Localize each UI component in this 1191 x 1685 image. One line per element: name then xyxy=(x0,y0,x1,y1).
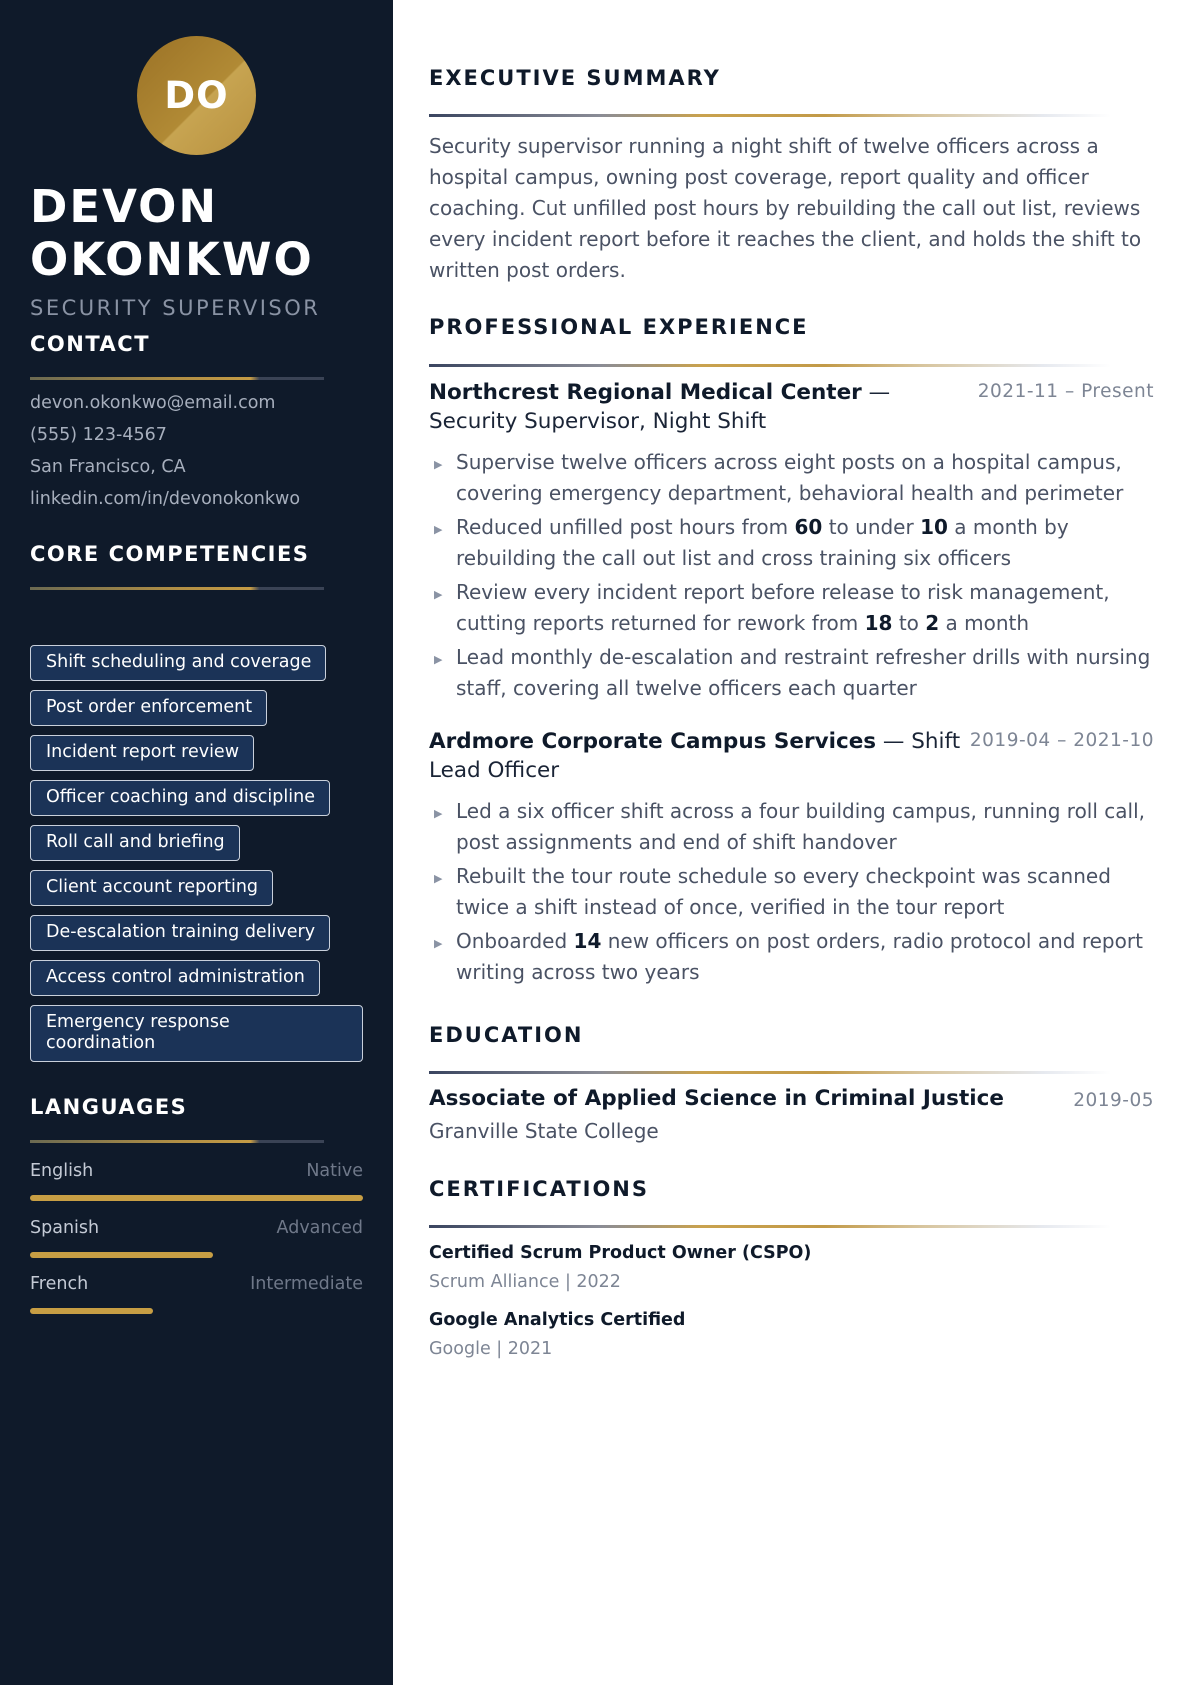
certifications-heading: CERTIFICATIONS xyxy=(429,1177,650,1201)
competency-chip: Post order enforcement xyxy=(30,690,267,726)
job-title: SECURITY SUPERVISOR xyxy=(30,296,321,320)
summary-divider xyxy=(429,114,1111,117)
job-role: Security Supervisor, Night Shift xyxy=(429,409,767,434)
bullet-metric: 60 xyxy=(794,515,823,539)
certification-name: Google Analytics Certified xyxy=(429,1310,686,1330)
education-degree: Associate of Applied Science in Criminal Justice xyxy=(429,1086,1004,1111)
bullet-arrow-icon: ▶ xyxy=(434,653,443,666)
contact-heading: CONTACT xyxy=(30,332,151,356)
bullet-text: a month by rebuilding the call out list and cross training six officers xyxy=(456,515,1069,570)
language-level: Native xyxy=(306,1161,363,1181)
bullet-text: Rebuilt the tour route schedule so every checkpoint was scanned twice a shift instead of once, verified in the tour report xyxy=(456,864,1111,919)
certification-meta: Scrum Alliance | 2022 xyxy=(429,1272,621,1292)
job-dates: 2019-04 – 2021-10 xyxy=(969,730,1154,751)
competency-chip: Access control administration xyxy=(30,960,320,996)
job-bullet xyxy=(429,512,1154,574)
bullet-arrow-icon: ▶ xyxy=(434,807,443,820)
bullet-arrow-icon: ▶ xyxy=(434,937,443,950)
bullet-text: to under xyxy=(822,515,921,539)
contact-linkedin[interactable]: linkedin.com/in/devonokonkwo xyxy=(30,489,301,509)
job-bullets xyxy=(429,447,1154,707)
competency-chip: Shift scheduling and coverage xyxy=(30,645,326,681)
certification-meta: Google | 2021 xyxy=(429,1339,553,1359)
avatar-initials: DO xyxy=(164,74,229,117)
contact-divider xyxy=(30,377,324,380)
language-level: Advanced xyxy=(276,1218,363,1238)
bullet-arrow-icon: ▶ xyxy=(434,458,443,471)
summary-heading: EXECUTIVE SUMMARY xyxy=(429,66,721,90)
last-name: OKONKWO xyxy=(30,233,314,286)
job-bullet xyxy=(429,642,1154,704)
job-bullets xyxy=(429,796,1154,991)
bullet-text: Reduced unfilled post hours from xyxy=(456,515,795,539)
bullet-text: a month xyxy=(939,611,1030,635)
competencies-heading: CORE COMPETENCIES xyxy=(30,542,310,566)
contact-phone[interactable]: (555) 123-4567 xyxy=(30,425,167,445)
bullet-metric: 14 xyxy=(573,929,602,953)
competency-list xyxy=(30,645,370,1071)
job-role: Shift Lead Officer xyxy=(429,729,961,783)
job-company: Northcrest Regional Medical Center xyxy=(429,380,862,405)
bullet-metric: 2 xyxy=(925,611,940,635)
job-dates: 2021-11 – Present xyxy=(977,381,1154,402)
contact-email[interactable]: devon.okonkwo@email.com xyxy=(30,393,276,413)
language-name: English xyxy=(30,1161,94,1181)
bullet-text: to xyxy=(892,611,926,635)
avatar xyxy=(137,36,256,155)
bullet-text: Supervise twelve officers across eight posts on a hospital campus, covering emergency department, behavioral health and perimeter xyxy=(456,450,1124,505)
bullet-metric: 18 xyxy=(864,611,893,635)
education-date: 2019-05 xyxy=(1073,1090,1154,1111)
certification-name: Certified Scrum Product Owner (CSPO) xyxy=(429,1243,812,1263)
language-proficiency-bar xyxy=(30,1252,213,1258)
experience-heading: PROFESSIONAL EXPERIENCE xyxy=(429,315,809,339)
contact-location: San Francisco, CA xyxy=(30,457,186,477)
job-heading: Northcrest Regional Medical Center — Security Supervisor, Night Shift xyxy=(429,380,891,434)
certifications-divider xyxy=(429,1225,1111,1228)
language-proficiency-bar xyxy=(30,1308,153,1314)
education-school: Granville State College xyxy=(429,1119,659,1143)
competencies-divider xyxy=(30,587,324,590)
competency-chip: Roll call and briefing xyxy=(30,825,240,861)
job-company: Ardmore Corporate Campus Services xyxy=(429,729,877,754)
education-heading: EDUCATION xyxy=(429,1023,584,1047)
competency-chip: De-escalation training delivery xyxy=(30,915,330,951)
bullet-text: Review every incident report before release to risk management, cutting reports returned for rework from xyxy=(456,580,1110,635)
first-name: DEVON xyxy=(30,180,219,233)
language-name: French xyxy=(30,1274,89,1294)
bullet-text: Led a six officer shift across a four building campus, running roll call, post assignments and end of shift handover xyxy=(456,799,1145,854)
language-level: Intermediate xyxy=(250,1274,363,1294)
bullet-arrow-icon: ▶ xyxy=(434,588,443,601)
candidate-name xyxy=(30,180,370,286)
competency-chip: Officer coaching and discipline xyxy=(30,780,330,816)
job-bullet xyxy=(429,577,1154,639)
languages-divider xyxy=(30,1140,324,1143)
competency-chip: Emergency response coordination xyxy=(30,1005,363,1062)
bullet-arrow-icon: ▶ xyxy=(434,872,443,885)
language-name: Spanish xyxy=(30,1218,100,1238)
bullet-text: new officers on post orders, radio protocol and report writing across two years xyxy=(456,929,1143,984)
bullet-metric: 10 xyxy=(920,515,948,539)
bullet-arrow-icon: ▶ xyxy=(434,523,443,536)
competency-chip: Client account reporting xyxy=(30,870,273,906)
summary-text: Security supervisor running a night shift of twelve officers across a hospital campus, owning post coverage, report quality and officer coaching. Cut unfilled post hours by rebuilding the call out list, reviews every incident report before it reaches the client, and holds the shift to written post orders. xyxy=(429,134,1142,282)
job-bullet xyxy=(429,926,1154,988)
job-heading: Ardmore Corporate Campus Services — Shift Lead Officer xyxy=(429,729,961,783)
job-bullet xyxy=(429,861,1154,923)
language-proficiency-bar xyxy=(30,1195,363,1201)
bullet-text: Onboarded xyxy=(456,929,574,953)
sidebar xyxy=(0,0,393,1685)
competency-chip: Incident report review xyxy=(30,735,254,771)
job-bullet xyxy=(429,447,1154,509)
job-bullet xyxy=(429,796,1154,858)
experience-divider xyxy=(429,364,1111,367)
languages-heading: LANGUAGES xyxy=(30,1095,188,1119)
bullet-text: Lead monthly de-escalation and restraint refresher drills with nursing staff, covering all twelve officers each quarter xyxy=(456,645,1151,700)
education-divider xyxy=(429,1071,1111,1074)
